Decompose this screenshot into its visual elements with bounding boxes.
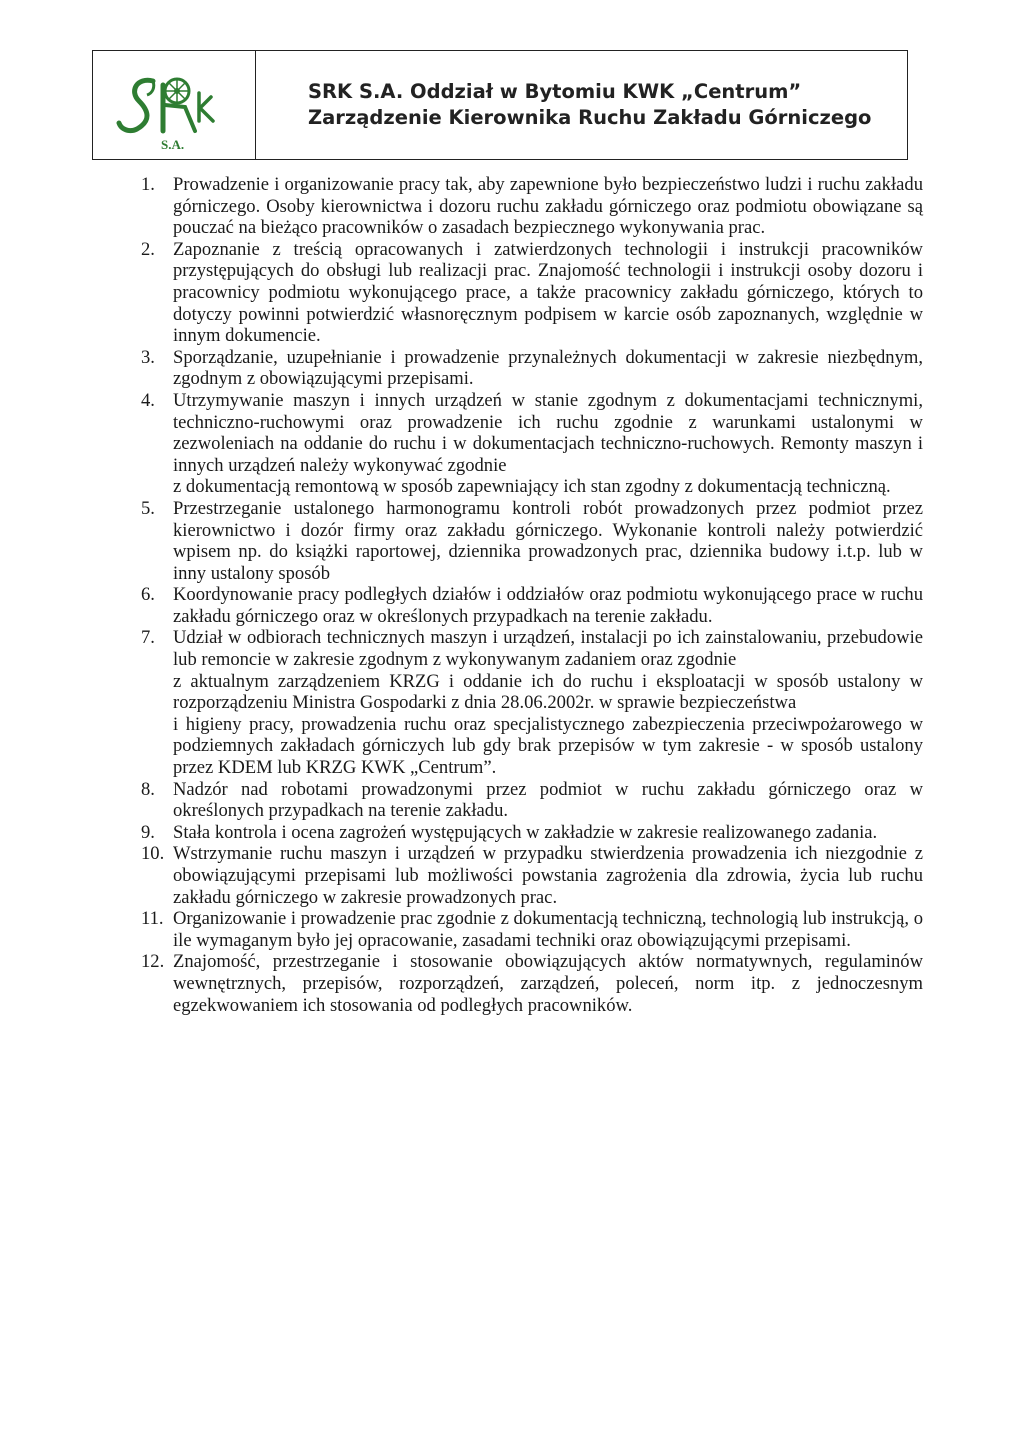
item-number: 11. — [141, 908, 164, 930]
list-item — [133, 498, 923, 584]
item-text: Nadzór nad robotami prowadzonymi przez podmiot w ruchu zakładu górniczego oraz w określonych przypadkach na terenie zakładu. — [173, 778, 923, 822]
header-title-cell — [256, 51, 907, 159]
item-text: Znajomość, przestrzeganie i stosowanie obowiązujących aktów normatywnych, regulaminów wewnętrznych, przepisów, rozporządzeń, zarządzeń, poleceń, norm itp. z jednoczesnym egzekwowaniem ich stosowania od podległych pracowników. — [173, 951, 923, 1016]
list-item — [133, 347, 923, 390]
item-number: 10. — [141, 843, 165, 865]
header-title-line1: SRK S.A. Oddział w Bytomiu KWK „Centrum” — [308, 80, 802, 103]
item-text: Wstrzymanie ruchu maszyn i urządzeń w przypadku stwierdzenia prowadzenia ich niezgodnie z obowiązującymi przepisami lub możliwości powstania zagrożenia dla zdrowia, życia lub ruchu zakładu górniczego w zakresie prowadzonych prac. — [173, 843, 923, 908]
item-number: 12. — [141, 951, 165, 973]
logo-cell — [93, 51, 256, 159]
logo-sub-text: S.A. — [161, 137, 185, 152]
item-number: 4. — [141, 389, 155, 411]
list-item — [133, 822, 923, 844]
item-number: 6. — [141, 584, 155, 606]
item-number: 1. — [141, 174, 155, 195]
item-number: 5. — [141, 497, 155, 519]
document-header — [92, 50, 908, 160]
list-item — [133, 951, 923, 1016]
list-item — [133, 584, 923, 627]
item-number: 9. — [141, 821, 155, 843]
item-text: Organizowanie i prowadzenie prac zgodnie z dokumentacją techniczną, technologią lub instrukcją, o ile wymaganym było jej opracowanie, zasadami techniki oraz obowiązującymi przepisami. — [173, 908, 923, 951]
list-item — [133, 779, 923, 822]
list-item — [133, 390, 923, 498]
list-item — [133, 174, 923, 239]
numbered-list — [133, 174, 923, 1016]
list-item — [133, 627, 923, 778]
item-text: Prowadzenie i organizowanie pracy tak, aby zapewnione było bezpieczeństwo ludzi i ruchu zakładu górniczego. Osoby kierownictwa i dozoru ruchu zakładu górniczego oraz podmiotu obowiązane są pouczać na bieżąco pracowników o zasadach bezpiecznego wykonywania prac. — [173, 174, 923, 239]
item-text: Udział w odbiorach technicznych maszyn i urządzeń, instalacji po ich zainstalowaniu, przebudowie lub remoncie w zakresie zgodnym z wykonywanym zadaniem oraz zgodnie z aktualnym zarządzeniem KRZG i oddanie ich do ruchu i eksploatacji w sposób ustalony w rozporządzeniu Ministra Gospodarki z dnia 28.06.2002r. w sprawie bezpieczeństwa i higieny pracy, prowadzenia ruchu oraz specjalistycznego zabezpieczenia przeciwpożarowego w podziemnych zakładach górniczych lub gdy brak przepisów w tym zakresie - w sposób ustalony przez KDEM lub KRZG KWK „Centrum”. — [173, 627, 923, 779]
header-title-line2: Zarządzenie Kierownika Ruchu Zakładu Górniczego — [308, 106, 872, 129]
list-item — [133, 239, 923, 347]
item-text: Koordynowanie pracy podległych działów i oddziałów oraz podmiotu wykonującego prace w ruchu zakładu górniczego oraz w określonych przypadkach na terenie zakładu. — [173, 584, 923, 627]
list-item — [133, 843, 923, 908]
item-number: 7. — [141, 627, 155, 649]
item-text: Sporządzanie, uzupełnianie i prowadzenie przynależnych dokumentacji w zakresie niezbędnym, zgodnym z obowiązującymi przepisami. — [173, 346, 923, 390]
item-text: Stała kontrola i ocena zagrożeń występujących w zakładzie w zakresie realizowanego zadania. — [173, 821, 878, 843]
item-text: Przestrzeganie ustalonego harmonogramu kontroli robót prowadzonych przez podmiot przez kierownictwo i dozór firmy oraz zakładu górniczego. Wykonanie kontroli należy potwierdzić wpisem np. do książki raportowej, dziennika prowadzonych prac, dziennika budowy i.t.p. lub w inny ustalony sposób — [173, 497, 923, 584]
item-text: Zapoznanie z treścią opracowanych i zatwierdzonych technologii i instrukcji pracowników przystępujących do obsługi lub realizacji prac. Znajomość technologii i instrukcji osoby dozoru i pracownicy podmiotu wykonującego prace, a także pracownicy zakładu górniczego, których to dotyczy powinni potwierdzić własnoręcznym podpisem w karcie osób zapoznanych, względnie w innym dokumencie. — [173, 238, 923, 347]
srk-logo — [107, 57, 237, 153]
item-number: 2. — [141, 238, 155, 260]
item-number: 8. — [141, 778, 155, 800]
list-item — [133, 908, 923, 951]
item-number: 3. — [141, 346, 155, 368]
item-text: Utrzymywanie maszyn i innych urządzeń w stanie zgodnym z dokumentacjami technicznymi, techniczno-ruchowymi oraz prowadzenie ich ruchu zgodnie z warunkami ustalonymi w zezwoleniach na oddanie do ruchu i w dokumentacjach techniczno-ruchowych. Remonty maszyn i innych urządzeń należy wykonywać zgodnie z dokumentacją remontową w sposób zapewniający ich stan zgodny z dokumentacją techniczną. — [173, 389, 923, 498]
